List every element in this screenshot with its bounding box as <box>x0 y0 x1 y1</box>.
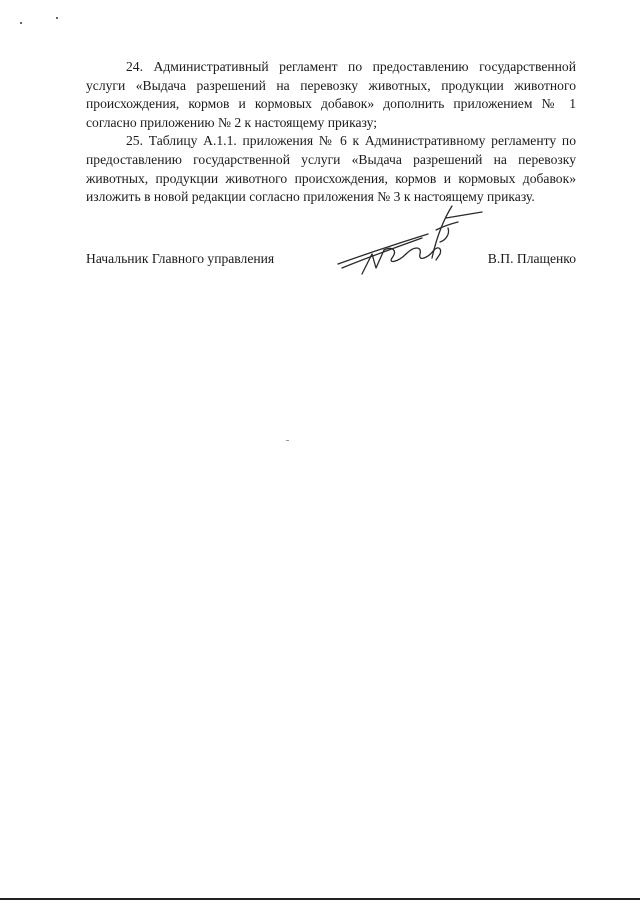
scan-speck <box>20 22 22 24</box>
document-body <box>86 58 576 207</box>
page-bottom-edge <box>0 898 640 900</box>
paragraph-25: 25. Таблицу А.1.1. приложения № 6 к Административному регламенту по предоставлению государственной услуги «Выдача разрешений на перевозку животных, продукции животного происхождения, кормов и кормовых добавок» изложить в новой редакции согласно приложения № 3 к настоящему приказу. <box>86 133 576 205</box>
signer-name: В.П. Плащенко <box>487 251 576 266</box>
paragraph-24: 24. Административный регламент по предоставлению государственной услуги «Выдача разрешений на перевозку животных, продукции животного происхождения, кормов и кормовых добавок» дополнить приложением № 1 согласно приложению № 2 к настоящему приказу; <box>86 59 576 130</box>
scan-speck <box>286 440 289 441</box>
signature-block <box>86 250 576 270</box>
scan-speck <box>56 17 58 19</box>
signer-position: Начальник Главного управления <box>86 251 275 266</box>
